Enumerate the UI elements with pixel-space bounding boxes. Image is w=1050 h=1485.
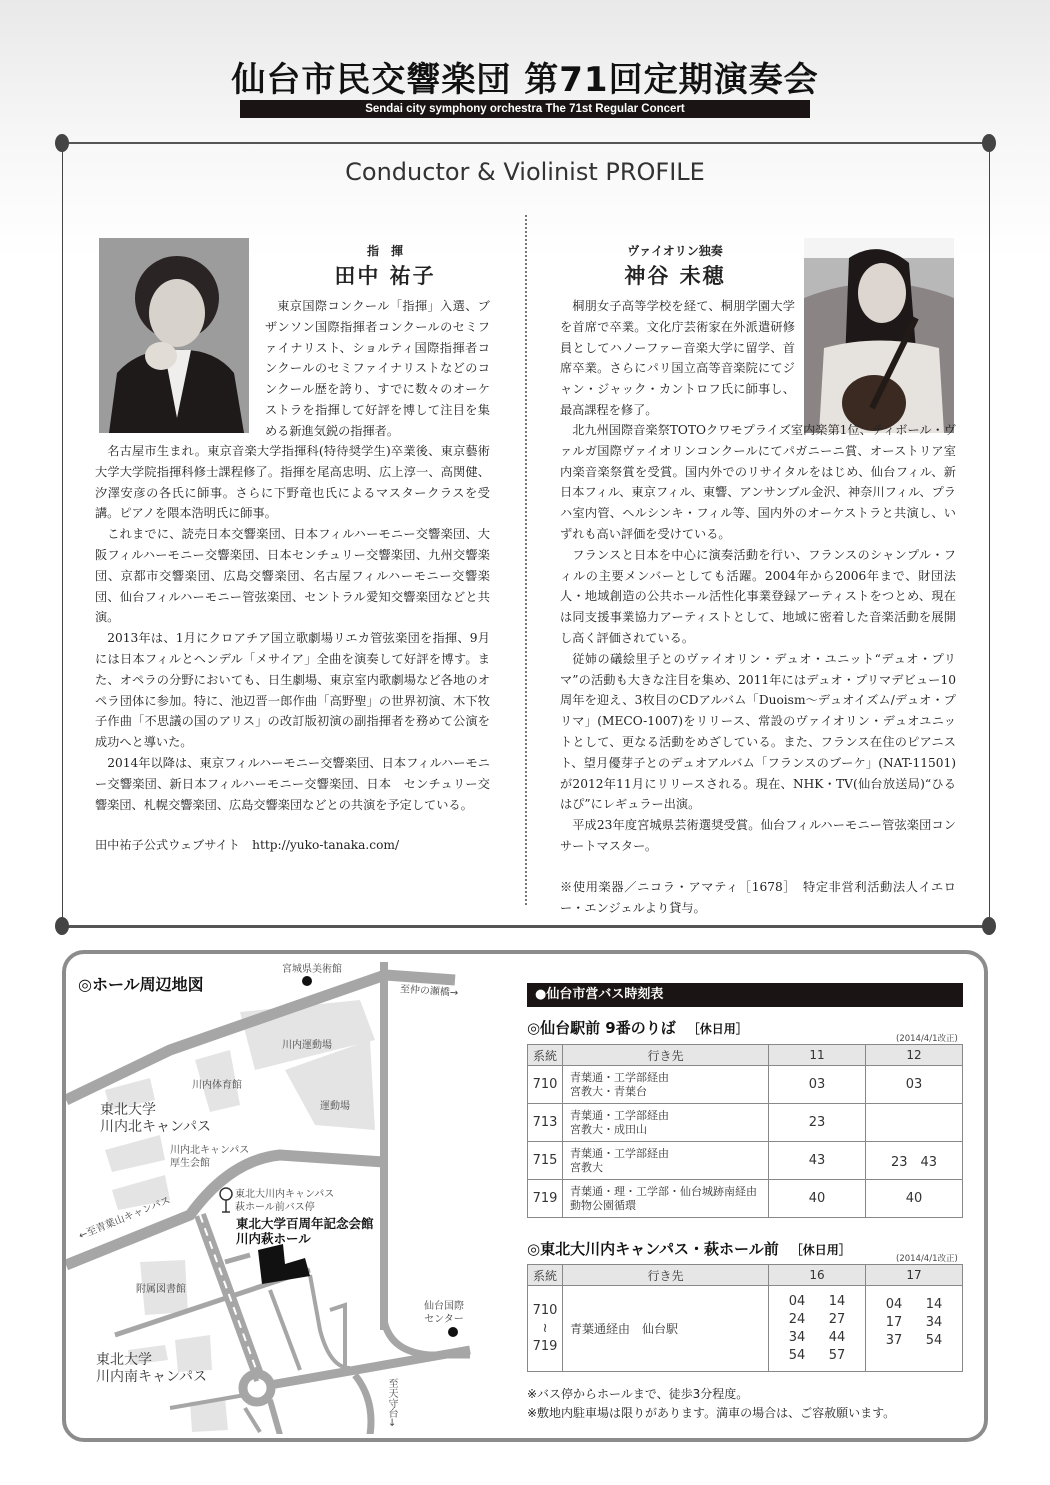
map-label-library: 附属図書館 [136, 1284, 186, 1295]
bio-paragraph: 北九州国際音楽祭TOTOクワモプライズ室内楽第1位、ティボール・ヴァルガ国際ヴァイオリンコンクールにてパガニーニ賞、オーストリア室内楽音楽祭賞を受賞。国内外でのリサイタルをはじめ、仙台フィル、新日本フィル、東京フィル、東響、アンサンブル金沢、神奈川フィル、プラハ室内管、ヘルシンキ・フィル等、国内外のオーケストラと共演し、いずれも高い評価を受けている。 [560, 423, 956, 541]
conductor-name: 田中 祐子 [334, 263, 436, 288]
col-header: 16 [769, 1265, 866, 1286]
stop2-name: ◎東北大川内キャンパス・萩ホール前 ［休日用］ [527, 1240, 851, 1258]
concert-subtitle-bar: Sendai city symphony orchestra The 71st Regular Concert [240, 100, 810, 118]
departure-time: 34 [925, 1315, 943, 1330]
col-header: 11 [769, 1045, 866, 1066]
col-header: 行き先 [563, 1265, 769, 1286]
frame-dot [982, 917, 996, 935]
bio-paragraph: 桐朋女子高等学校を経て、桐朋学園大学を首席で卒業。文化庁芸術家在外派遣研修員としてハノーファー音楽大学に留学、首席卒業。さらにパリ国立高等音楽院にてジャン・ジャック・カントロフ氏に師事し、最高課程を修了。 [560, 299, 795, 417]
map-label-welfare-hall: 川内北キャンパス 厚生会館 [170, 1145, 250, 1169]
stop1-name: ◎仙台駅前 9番のりば ［休日用］ [527, 1019, 748, 1037]
departure-time: 34 [788, 1329, 806, 1345]
bio-paragraph: 従姉の礒絵里子とのヴァイオリン・デュオ・ユニット“デュオ・プリマ”の活動も大きな注目を集め、2011年にはデュオ・プリマデビュー10周年を迎え、3枚目のCDアルバム「Duoism～デュオイズム/デュオ・プリマ」(MECO-1007)をリリース、常設のヴァイオリン・デュオユニットとして、更なる活動をめざしている。また、フランス在住のピアニスト、望月優芽子とのデュオアルバム「フランスのブーケ」(NAT-11501)が2012年11月にリリースされる。現在、NHK・TV(仙台放送局)“ひるはぴ”にレギュラー出演。 [560, 651, 956, 812]
frame-top-rule [62, 142, 990, 144]
map-label-to-aobayama: ←至青葉山キャンパス [77, 1195, 173, 1242]
frame-dot [982, 134, 996, 152]
note-walk: ※バス停からホールまで、徒歩3分程度。 [527, 1387, 749, 1401]
violinist-name: 神谷 未穂 [624, 263, 726, 288]
conductor-bio-intro [265, 296, 490, 442]
frame-right-rule [989, 142, 990, 926]
stop1-revision: (2014/4/1改正) [896, 1034, 958, 1044]
violinist-photo [804, 238, 954, 433]
conductor-bio [95, 441, 490, 856]
stop2-revision: (2014/4/1改正) [896, 1254, 958, 1264]
times-16 [777, 1293, 857, 1365]
col-header: 12 [866, 1045, 963, 1066]
intl-center-marker [448, 1327, 458, 1337]
timetable-title: ●仙台市営バス時刻表 [527, 983, 963, 1007]
column-divider [525, 215, 527, 905]
map-label-south-campus: 東北大学 川内南キャンパス [96, 1352, 208, 1385]
times-17 [874, 1296, 954, 1350]
map-label-intl-center: 仙台国際 センター [424, 1301, 464, 1325]
map-label-kawauchi-ground: 川内運動場 [282, 1040, 332, 1051]
departure-time: 14 [828, 1293, 846, 1309]
frame-dot [55, 134, 69, 152]
hall-building [258, 1244, 310, 1284]
conductor-role: 指 揮 [366, 244, 403, 258]
table-row: 710 ≀ 719 青葉通経由 仙台駅 04 14 24 27 34 44 54 57 04 14 17 34 37 54 [528, 1286, 963, 1372]
map-road [355, 1375, 371, 1434]
departure-time: 14 [925, 1297, 943, 1312]
col-header: 系統 [528, 1265, 563, 1286]
map-title: ◎ホール周辺地図 [78, 975, 204, 994]
bio-paragraph: これまでに、読売日本交響楽団、日本フィルハーモニー交響楽団、大阪フィルハーモニー交響楽団、日本センチュリー交響楽団、九州交響楽団、京都市交響楽団、広島交響楽団、名古屋フィルハーモニー交響楽団、仙台フィルハーモニー管弦楽団、セントラル愛知交響楽団などと共演。 [95, 527, 490, 625]
departure-time: 37 [885, 1333, 903, 1348]
table-row: 715 青葉通・工学部経由 宮教大 43 23 43 [528, 1142, 963, 1180]
departure-time: 04 [788, 1293, 806, 1309]
table-row: 713 青葉通・工学部経由 宮教大・成田山 23 [528, 1104, 963, 1142]
map-label-north-campus: 東北大学 川内北キャンパス [100, 1102, 212, 1135]
profile-heading: Conductor & Violinist PROFILE [345, 158, 705, 186]
map-road [270, 1290, 300, 1370]
departure-time: 44 [828, 1329, 846, 1345]
stop2-timetable [527, 1264, 963, 1372]
departure-time: 24 [788, 1311, 806, 1327]
table-row: 710 青葉通・工学部経由 宮教大・青葉台 03 03 [528, 1066, 963, 1104]
violinist-role: ヴァイオリン独奏 [627, 244, 723, 258]
departure-time: 04 [885, 1297, 903, 1312]
bio-paragraph: 2013年は、1月にクロアチア国立歌劇場リエカ管弦楽団を指揮、9月には日本フィルとヘンデル「メサイア」全曲を演奏して好評を博す。また、オペラの分野においても、日生劇場、東京室内歌劇場など各地のオペラ団体に参加。特に、池辺晋一郎作曲「高野聖」の世界初演、木下牧子作曲「不思議の国のアリス」の改訂版初演の副指揮者を務めて公演を成功へと導いた。 [95, 631, 490, 750]
departure-time: 57 [828, 1347, 846, 1363]
map-label-sports-ground: 運動場 [320, 1101, 350, 1112]
violinist-bio [560, 420, 956, 918]
note-parking: ※敷地内駐車場は限りがあります。満車の場合は、ご容赦願います。 [527, 1406, 896, 1420]
map-label-hall: 東北大学百周年記念会館 川内萩ホール [236, 1216, 374, 1246]
bio-paragraph: 平成23年度宮城県芸術選奨受賞。仙台フィルハーモニー管弦楽団コンサートマスター。 [560, 818, 956, 853]
instrument-note: ※使用楽器／ニコラ・アマティ［1678］ 特定非営利活動法人イエロー・エンジェルより貸与。 [560, 879, 956, 915]
roundabout [243, 1374, 271, 1402]
bio-paragraph: 名古屋市生まれ。東京音楽大学指揮科(特待奨学生)卒業後、東京藝術大学大学院指揮科修士課程修了。指揮を尾高忠明、広上淳一、高関健、汐澤安彦の各氏に師事。さらに下野竜也氏によるマスタークラスを受講。ピアノを隈本浩明氏に師事。 [95, 444, 490, 521]
map-block [105, 1135, 165, 1172]
departure-time: 27 [828, 1311, 846, 1327]
departure-time: 54 [925, 1333, 943, 1348]
col-header: 17 [866, 1265, 963, 1286]
bus-stop-icon [220, 1188, 232, 1200]
stop1-timetable [527, 1044, 963, 1218]
map-label-gym: 川内体育館 [192, 1080, 242, 1091]
map-road [245, 1408, 260, 1432]
frame-bottom-rule [62, 925, 990, 928]
departure-time: 54 [788, 1347, 806, 1363]
concert-title: 仙台市民交響楽団 第71回定期演奏会 [231, 60, 819, 100]
art-museum-marker [302, 976, 312, 986]
map-label-bus-stop: 東北大川内キャンパス 萩ホール前バス停 [235, 1189, 335, 1213]
conductor-photo [99, 238, 249, 433]
bio-paragraph: 2014年以降は、東京フィルハーモニー交響楽団、日本フィルハーモニー交響楽団、新日本フィルハーモニー交響楽団、日本 センチュリー交響楽団、札幌交響楽団、広島交響楽団などとの共演を予定している。 [95, 755, 490, 812]
map-road [270, 1400, 280, 1434]
frame-dot [55, 917, 69, 935]
map-road [225, 1255, 250, 1262]
bio-paragraph: 東京国際コンクール「指揮」入選、ブザンソン国際指揮者コンクールのセミファイナリスト、ショルティ国際指揮者コンクールのセミファイナリストなどのコンクール歴を誇り、すでに数々のオーケストラを指揮して好評を博して注目を集める新進気鋭の指揮者。 [265, 299, 490, 438]
col-header: 系統 [528, 1045, 563, 1066]
col-header: 行き先 [563, 1045, 769, 1066]
map-label-to-nakanose: 至仲の瀬橋→ [399, 983, 459, 1000]
departure-time: 17 [885, 1315, 903, 1330]
frame-left-rule [62, 142, 63, 926]
table-row: 719 青葉通・理・工学部・仙台城跡南経由 動物公園循環 40 40 [528, 1180, 963, 1218]
bio-paragraph: フランスと日本を中心に演奏活動を行い、フランスのシャンプル・フィルの主要メンバーとしても活躍。2004年から2006年まで、財団法人・地域創造の公共ホール活性化事業登録アーティストをつとめ、現在は同支援事業協力アーティストとして、地域に密着した音楽活動を展開し高く評価されている。 [560, 547, 956, 645]
map-label-to-tenshudai: 至天守台→ [386, 1378, 397, 1427]
violinist-bio-intro [560, 296, 795, 421]
conductor-website[interactable]: 田中祐子公式ウェブサイト http://yuko-tanaka.com/ [95, 838, 400, 853]
map-label-art-museum: 宮城県美術館 [282, 964, 342, 975]
